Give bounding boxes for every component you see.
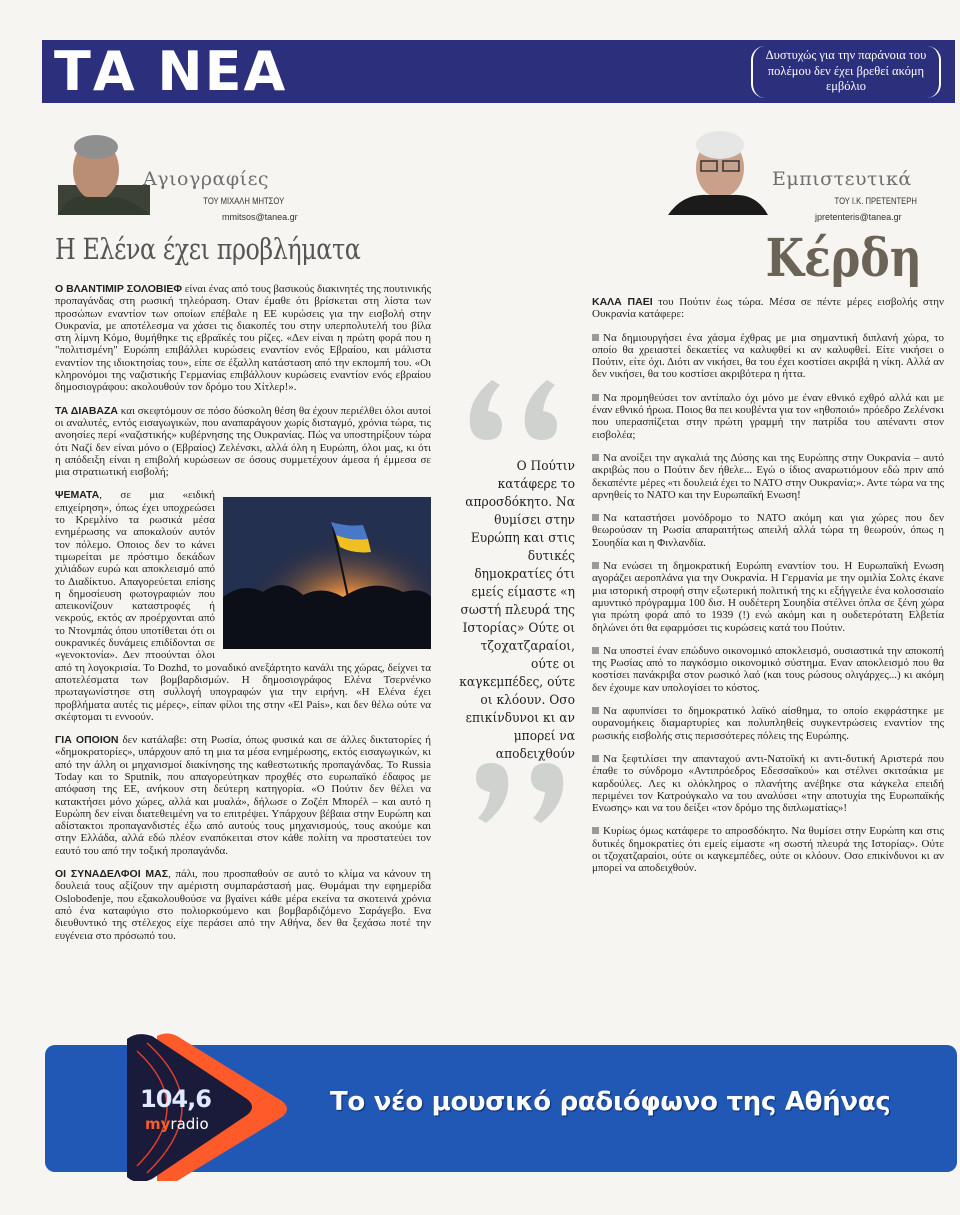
author-portrait-pretenteris <box>668 123 768 215</box>
bullet-item: Κυρίως όμως κατάφερε το απροσδόκητο. Να θυμίσει στην Ευρώπη και στις δυτικές δημοκρατίες ότι εμείς είμαστε «η σωστή πλευρά της Ιστορίας». Ούτε οι τζοχατζαραίοι, ούτε οι καγκεμπέδες, ούτε οι κλόουν. Οσο επικίνδυνοι κι αν μπορεί να αποδειχθούν. <box>592 825 944 875</box>
bullet-square-icon <box>592 827 599 834</box>
bullet-square-icon <box>592 562 599 569</box>
email-left[interactable]: mmitsos@tanea.gr <box>222 212 298 222</box>
byline-left: ΤΟΥ ΜΙΧΑΛΗ ΜΗΤΣΟΥ <box>203 196 284 206</box>
bullet-square-icon <box>592 647 599 654</box>
intro-paragraph: ΚΑΛΑ ΠΑΕΙ του Πούτιν έως τώρα. Μέσα σε πέντε μέρες εισβολής στην Ουκρανία κατάφερε: <box>592 296 944 321</box>
paragraph: ΓΙΑ ΟΠΟΙΟΝ δεν κατάλαβε: στη Ρωσία, όπως φυσικά και σε άλλες δικτατορίες ή «δημοκρατορίες», υπάρχουν από τη μια τα μέσα ενημέρωσης, εκτός εισαγωγικών, κι από την άλλη οι μηχανισμοί διακίνησης της καθεστωτικής προπαγάνδας. Το Russia Today και το Sputnik, που απαγορεύτηκαν προχθές στο ευρωπαϊκό έδαφος με απόφαση της ΕΕ, ανήκουν στη δεύτερη κατηγορία. «Ο Πούτιν δεν θέλει να κατακτήσει μόνο χώρες, αλλά και μυαλά», δήλωσε ο Ζοζέπ Μπορέλ – και αυτό η Ευρώπη δεν είναι διατεθειμένη να το επιτρέψει. Υπάρχουν βέβαια στην Ευρώπη και αδίστακτοι προπαγανδιστές έξω από αυτούς τους μηχανισμούς, τους ακούμε και στην Ελλάδα, αλλά εδώ πλέον εναπόκειται στον κάθε πολίτη να προστατεύει τον εαυτό του από την τοξική προπαγάνδα. <box>55 734 431 857</box>
bullet-square-icon <box>592 334 599 341</box>
bullet-item: Να δημιουργήσει ένα χάσμα έχθρας με μια σημαντική διπλανή χώρα, το οποίο θα χρειαστεί δεκαετίες να καλυφθεί κι αν καλυφθεί. Είτε νικήσει ο Πούτιν, είτε όχι. Διότι αν νικήσει, θα του έχει κοστίσει ακριβά η νίκη. Αλλά αν δεν νικήσει, θα του κοστίσει ακριβότερα η ήττα. <box>592 331 944 381</box>
bullet-square-icon <box>592 394 599 401</box>
article-body-right <box>592 296 944 886</box>
bullet-square-icon <box>592 707 599 714</box>
paragraph: Ο ΒΛΑΝΤΙΜΙΡ ΣΟΛΟΒΙΕΦ είναι ένας από τους βασικούς διακινητές της πουτινικής προπαγάνδας στη ρωσική τηλεόραση. Οταν έμαθε ότι βρίσκεται στη λίστα των προσώπων εναντίον των οποίων επέβαλε η ΕΕ κυρώσεις για την εισβολή στην Ουκρανία, με αποτέλεσμα να χάσει τις διακοπές του στην υπερπολυτελή του βίλα στη λίμνη Κόμο, θυμήθηκε τις εβραϊκές του ρίζες. «Δεν είναι η πρώτη φορά που η "πολιτισμένη" Ευρώπη επιβάλλει κυρώσεις εναντίον ενός Εβραίου, και μάλιστα εναντίον της ιδιοκτησίας του», είπε σε έξαλλη κατάσταση από την εκπομπή του. «Οι κληρονόμοι της ναζιστικής Γερμανίας επιβάλλουν κυρώσεις εναντίον ενός εβραίου δημοσιογράφου: ακολουθούν τον δρόμο του Χίτλερ!». <box>55 283 431 394</box>
article-title-right: Κέρδη <box>765 228 922 289</box>
open-quote-icon <box>462 375 572 445</box>
article-title-left: Η Ελένα έχει προβλήματα <box>55 232 361 266</box>
bullet-item: Να προμηθεύσει τον αντίπαλο όχι μόνο με έναν εθνικό εχθρό αλλά και με έναν εθνικό ήρωα. Ποιος θα πει κουβέντα για τον «ηθοποιό» πρόεδρο Ζελένσκι που υπερασπίζεται στην πρώτη γραμμή την πατρίδα του απέναντι στον εισβολέα; <box>592 391 944 441</box>
bullet-item: Να αφυπνίσει το δημοκρατικό λαϊκό αίσθημα, το οποίο εκφράστηκε με ουρανομήκεις διαμαρτυρίες και πολυπληθείς συγκεντρώσεις εναντίον της ρωσικής εισβολής στις περισσότερες πόλεις της Ευρώπης. <box>592 705 944 742</box>
bullet-item: Να καταστήσει μονόδρομο το ΝΑΤΟ ακόμη και για χώρες που δεν θεωρούσαν τη Ρωσία απαραιτήτως απειλή αλλά τώρα τη θεωρούν, όπως η Σουηδία και η Φινλανδία. <box>592 512 944 549</box>
author-portrait-mitsos <box>58 125 150 215</box>
paragraph: ΨΕΜΑΤΑ, σε μια «ειδική επιχείρηση», όπως έχει υποχρεώσει το Κρεμλίνο τα ρωσικά μέσα ενημέρωσης να αποκαλούν αυτόν τον πόλεμο. Οποιος δεν το κάνει τιμωρείται με πρόστιμο δεκάδων χιλιάδων ευρώ και αποκλεισμό από το Διαδίκτυο. Απαγορεύεται επίσης η δημοσίευση φωτογραφιών που απεικονίζουν καταστροφές ή νεκρούς, εκτός αν προέρχονται από το Ντονμπάς όπου υποτίθεται ότι οι ουκρανικές δυνάμεις επιδίδονται σε «γενοκτονία». Δεν πτοούνται όλοι από τη λογοκρισία. Το Dozhd, το μοναδικό ανεξάρτητο κανάλι της χώρας, δείχνει τα αποτελέσματα των βομβαρδισμών. Η δημοσιογράφος Ελένα Τσερνένκο πρωταγωνίστησε στη συλλογή υπογραφών για την ειρήνη. «Η Ελένα έχει προβλήματα αυτές τις μέρες», είπαν φίλοι της στην «El Pais», και δεν θέλω ούτε να σκέφτομαι τι εννοούν. <box>55 489 431 723</box>
masthead <box>42 40 955 103</box>
protest-photo-ukrainian-flag <box>223 497 431 649</box>
ad-slogan: Το νέο μουσικό ραδιόφωνο της Αθήνας <box>330 1087 891 1117</box>
radio-frequency: 104,6 <box>140 1085 211 1113</box>
radio-brand: myradio <box>145 1115 209 1133</box>
paragraph: ΤΑ ΔΙΑΒΑΖΑ και σκεφτόμουν σε πόσο δύσκολη θέση θα έχουν περιέλθει όλοι αυτοί οι αναλυτές, εντός εισαγωγικών, που αναπαράγουν χωρίς δισταγμό, χρόνια τώρα, τις ανοησίες περί «ναζιστικής» κυβέρνησης της Ουκρανίας. Πώς να υποστηρίξουν τώρα ότι Ναζί δεν είναι μόνο ο (Εβραίος) Ζελένσκι, αλλά όλη η Ευρώπη, όλοι μας, κι ότι η απόδειξη είναι η επιβολή κυρώσεων σε όσους συμμετέχουν άμεσα ή έμμεσα σε μια στρατιωτική εισβολή; <box>55 404 431 479</box>
newspaper-logo: ΤΑ ΝΕΑ <box>54 40 288 103</box>
email-right[interactable]: jpretenteris@tanea.gr <box>815 212 902 222</box>
article-body-left <box>55 283 431 953</box>
bullet-square-icon <box>592 454 599 461</box>
bullet-item: Να ξεφτιλίσει την απανταχού αντι-Νατοϊκή κι αντι-δυτική Αριστερά που έπαθε το σύνδρομο «Αντιπρόεδρος Εδεσσαϊκού» και στέλνει σκιτσάκια με καρδούλες. Λες κι ολόκληρος ο πλανήτης ανέβηκε στα κάγκελα επειδή περιμένει τον Κατρούγκαλο να του αναλύσει «την αποτυχία της Ευρωπαϊκής Ενωσης» και να του δείξει «τον δρόμο της διπλωματίας»! <box>592 752 944 815</box>
radio-advertisement-banner[interactable] <box>45 1045 957 1172</box>
byline-right: ΤΟΥ Ι.Κ. ΠΡΕΤΕΝΤΕΡΗ <box>834 196 917 206</box>
masthead-motto: Δυστυχώς για την παράνοια του πολέμου δεν έχει βρεθεί ακόμη εμβόλιο <box>751 46 941 98</box>
column-name-left: Αγιογραφίες <box>143 168 270 190</box>
pull-quote: Ο Πούτιν κατάφερε το απροσδόκητο. Να θυμίσει στην Ευρώπη και στις δυτικές δημοκρατίες ότι εμείς είμαστε «η σωστή πλευρά της Ιστορίας» Ούτε οι τζοχατζαραίοι, ούτε οι καγκεμπέδες, ούτε οι κλόουν. Οσο επικίνδυνοι κι αν μπορεί να αποδειχθούν <box>459 459 575 762</box>
close-quote-icon <box>468 758 578 828</box>
paragraph: ΟΙ ΣΥΝΑΔΕΛΦΟΙ ΜΑΣ, πάλι, που προσπαθούν σε αυτό το κλίμα να κάνουν τη δουλειά τους αξίζουν την αμέριστη συμπαράστασή μας. Θυμάμαι την εφημερίδα Oslobođenje, που εξακολουθούσε να βγαίνει κάθε μέρα εκείνα τα σκοτεινά χρόνια από ένα καταφύγιο στο πολιορκούμενο και βομβαρδιζόμενο Σαράγεβο. Ενα διευθυντικό της στέλεχος είχε περάσει από την Αθήνα, δεν θα ξεχάσω ποτέ την ευγένεια στο πρόσωπό του. <box>55 868 432 942</box>
column-name-right: Εμπιστευτικά <box>772 168 912 190</box>
bullet-item: Να ενώσει τη δημοκρατική Ευρώπη εναντίον του. Η Ευρωπαϊκή Ενωση αγοράζει αεροπλάνα για την Ουκρανία. Η Γερμανία με την ομιλία Σολτς έκανε μια ιστορική στροφή στην εξωτερική πολιτική της κι εξήγγειλε ένα κολοσσιαίο αμυντικό πρόγραμμα 100 δισ. Η ουδέτερη Σουηδία στέλνει όπλα σε ξένη χώρα για πρώτη φορά από το 1939 (!) ενώ ακόμη και η ουδετερότατη Ελβετία δηλώνει ότι θα εφαρμόσει τις κυρώσεις κατά του Πούτιν. <box>592 560 944 634</box>
bullet-item: Να υποστεί έναν επώδυνο οικονομικό αποκλεισμό, ουσιαστικά την αποκοπή της Ρωσίας από το παγκόσμιο οικονομικό σύστημα. Εναν αποκλεισμό που θα κοστίσει πανάκριβα στον ρωσικό λαό (και τους ρώσους ολιγάρχες...) κι ακόμη δεν έχουμε καν υπολογίσει το κόστος. <box>592 644 944 694</box>
bullet-item: Να ανοίξει την αγκαλιά της Δύσης και της Ευρώπης στην Ουκρανία – αυτό ακριβώς που ο Πούτιν δεν ήθελε... Εγώ ο ίδιος αναρωτιόμουν εδώ πριν από δεκαπέντε μέρες «τι δουλειά έχει το ΝΑΤΟ στην Ουκρανία;». Αντε τώρα να της αρνηθείς το ΝΑΤΟ και την Ευρωπαϊκή Ενωση! <box>592 451 944 501</box>
bullet-square-icon <box>592 514 599 521</box>
bullet-square-icon <box>592 755 599 762</box>
